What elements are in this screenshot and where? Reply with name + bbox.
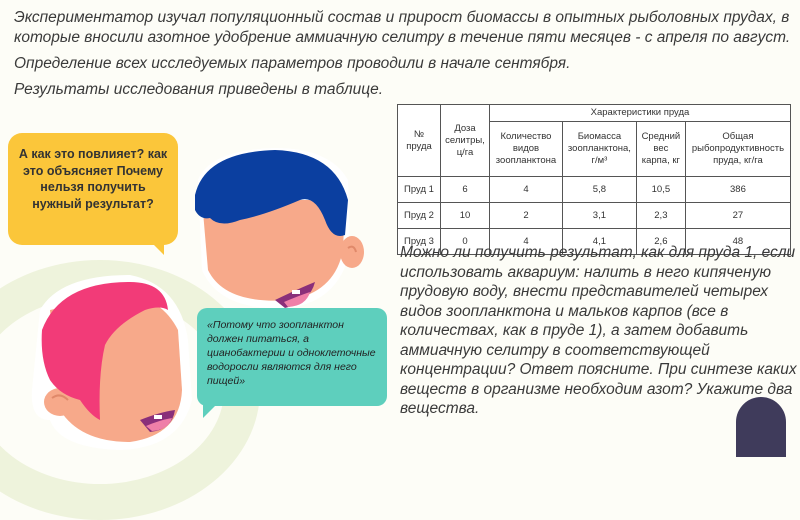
intro-paragraph-3: Результаты исследования приведены в таблице. — [14, 81, 384, 98]
pink-hair-character-illustration — [20, 270, 195, 450]
cell: 10 — [441, 203, 490, 229]
col-header-pond: № пруда — [398, 105, 441, 177]
header-group: Характеристики пруда — [490, 105, 791, 122]
col-header-productivity: Общая рыбопродуктивность пруда, кг/га — [685, 122, 790, 177]
results-table — [397, 104, 791, 255]
cell: 4,1 — [562, 229, 636, 255]
cell: 2,3 — [636, 203, 685, 229]
cell: 6 — [441, 177, 490, 203]
cell: 0 — [441, 229, 490, 255]
intro-text — [14, 8, 794, 106]
blue-hair-character-illustration — [180, 140, 380, 315]
cell: 2,6 — [636, 229, 685, 255]
decorative-shape — [736, 397, 786, 457]
col-header-carp-weight: Средний вес карпа, кг — [636, 122, 685, 177]
table-row — [398, 177, 791, 203]
cell: 386 — [685, 177, 790, 203]
cell: Пруд 2 — [398, 203, 441, 229]
cell: Пруд 3 — [398, 229, 441, 255]
speech-bubble-teal-text: «Потому что зоопланктон должен питаться, а цианобактерии и одноклеточные водоросли являются для него пищей» — [207, 319, 376, 387]
col-header-dose: Доза селитры, ц/га — [441, 105, 490, 177]
cell: 3,1 — [562, 203, 636, 229]
speech-bubble-tail — [150, 241, 164, 255]
cell: 27 — [685, 203, 790, 229]
intro-paragraph-1: Экспериментатор изучал популяционный состав и прирост биомассы в опытных рыболовных прудах, в которые вносили азотное удобрение аммиачную селитру в течение пяти месяцев - с апреля по август. — [14, 9, 791, 46]
cell: 5,8 — [562, 177, 636, 203]
cell: Пруд 1 — [398, 177, 441, 203]
table-row — [398, 203, 791, 229]
question-text: Можно ли получить результат, как для пруда 1, если использовать аквариум: налить в него кипяченую прудовую воду, внести представителей четырех видов зоопланктона и мальков карпов (все в количествах, как в пруде 1), а затем добавить аммиачную селитру в соответствующей концентрации? Ответ поясните. При синтезе каких веществ в организме необходим азот? Укажите два вещества. — [400, 244, 797, 417]
intro-paragraph-2: Определение всех исследуемых параметров проводили в начале сентября. — [14, 55, 571, 72]
col-header-biomass: Биомасса зоопланктона, г/м³ — [562, 122, 636, 177]
results-table-container — [397, 104, 791, 255]
cell: 2 — [490, 203, 563, 229]
speech-bubble-yellow — [8, 133, 178, 245]
cell: 48 — [685, 229, 790, 255]
speech-bubble-yellow-text: А как это повлияет? как это объясняет Почему нельзя получить нужный результат? — [18, 147, 168, 211]
speech-bubble-tail — [203, 404, 217, 418]
cell: 4 — [490, 177, 563, 203]
speech-bubble-teal — [197, 308, 387, 406]
cell: 10,5 — [636, 177, 685, 203]
col-header-species: Количество видов зоопланктона — [490, 122, 563, 177]
cell: 4 — [490, 229, 563, 255]
